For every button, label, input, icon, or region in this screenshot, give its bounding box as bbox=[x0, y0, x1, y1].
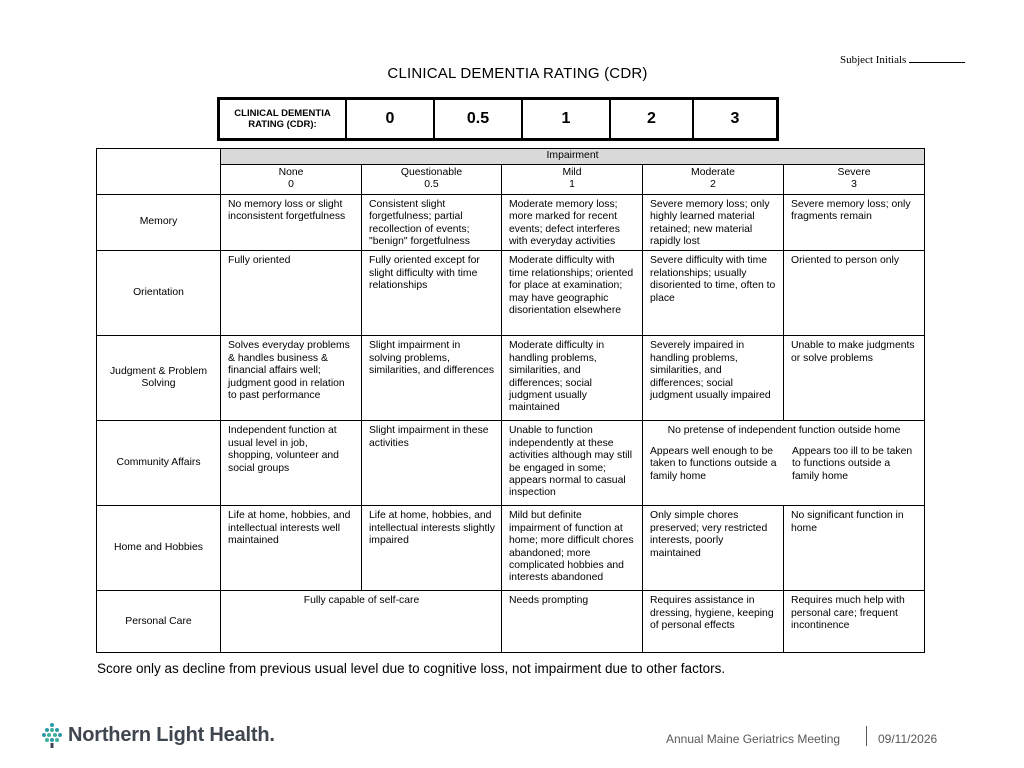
subject-initials-field bbox=[840, 52, 980, 66]
level-name: Questionable bbox=[400, 167, 463, 178]
footer-divider bbox=[866, 726, 867, 746]
table-cell: Slight impairment in solving problems, similarities, and differences bbox=[362, 336, 502, 421]
footer-date: 09/11/2026 bbox=[878, 732, 938, 746]
table-cell: Slight impairment in these activities bbox=[362, 421, 502, 506]
logo-text bbox=[68, 724, 275, 747]
table-cell: Fully oriented except for slight difficulty with time relationships bbox=[362, 251, 502, 336]
cdr-score-0-5: 0.5 bbox=[435, 100, 523, 138]
level-score: 0 bbox=[288, 179, 294, 191]
cdr-score-3: 3 bbox=[730, 110, 740, 127]
cdr-score-2: 2 bbox=[611, 100, 694, 138]
table-cell: Moderate memory loss; more marked for recent events; defect interferes with everyday activities bbox=[502, 194, 643, 251]
table-cell: Consistent slight forgetfulness; partial recollection of events; "benign" forgetfulness bbox=[362, 194, 502, 251]
table-cell: Requires much help with personal care; frequent incontinence bbox=[784, 591, 925, 653]
personal-care-span-cell: Fully capable of self-care bbox=[221, 591, 502, 653]
table-cell: Requires assistance in dressing, hygiene, keeping of personal effects bbox=[643, 591, 784, 653]
table-cell: Fully oriented bbox=[221, 251, 362, 336]
personal-care-row-label: Personal Care bbox=[97, 591, 221, 653]
table-cell: No memory loss or slight inconsistent forgetfulness bbox=[221, 194, 362, 251]
orientation-row-label: Orientation bbox=[97, 251, 221, 336]
northern-light-logo bbox=[40, 720, 275, 750]
memory-row-label: Memory bbox=[97, 194, 221, 251]
table-cell: Solves everyday problems & handles business & financial affairs well; judgment good in relation to past performance bbox=[221, 336, 362, 421]
table-cell: Severe memory loss; only highly learned material retained; new material rapidly lost bbox=[643, 194, 784, 251]
scoring-footnote: Score only as decline from previous usual level due to cognitive loss, not impairment due to other factors. bbox=[97, 661, 726, 676]
table-cell: Life at home, hobbies, and intellectual interests slightly impaired bbox=[362, 506, 502, 591]
level-mild bbox=[502, 165, 643, 195]
cdr-score-1: 1 bbox=[523, 100, 611, 138]
cdr-score-label: CLINICAL DEMENTIA RATING (CDR): bbox=[220, 100, 347, 138]
cdr-score-0: 0 bbox=[347, 100, 435, 138]
subject-initials-label: Subject Initials bbox=[840, 54, 907, 66]
level-name: Severe bbox=[837, 167, 871, 178]
community-row bbox=[97, 421, 925, 506]
no-pretense-header: No pretense of independent function outside home bbox=[667, 425, 901, 437]
level-score: 1 bbox=[569, 179, 575, 191]
document-title: CLINICAL DEMENTIA RATING (CDR) bbox=[387, 65, 648, 82]
level-none bbox=[221, 165, 362, 195]
community-row-label: Community Affairs bbox=[97, 421, 221, 506]
footer-meeting-name: Annual Maine Geriatrics Meeting bbox=[666, 732, 841, 746]
table-cell: Moderate difficulty with time relationships; oriented for place at examination; may have geographic disorientation elsewhere bbox=[502, 251, 643, 336]
home-row-label: Home and Hobbies bbox=[97, 506, 221, 591]
table-cell: No significant function in home bbox=[784, 506, 925, 591]
table-cell: Unable to function independently at these activities although may still be engaged in some; appears normal to casual inspection bbox=[502, 421, 643, 506]
community-severe-text: Appears too ill to be taken to functions outside a family home bbox=[792, 445, 913, 482]
table-cell: Only simple chores preserved; very restricted interests, poorly maintained bbox=[643, 506, 784, 591]
table-cell: Severely impaired in handling problems, similarities, and differences; social judgment usually impaired bbox=[643, 336, 784, 421]
level-header-row bbox=[97, 165, 925, 195]
table-cell: Severe difficulty with time relationships; usually disoriented to time, often to place bbox=[643, 251, 784, 336]
table-cell: Unable to make judgments or solve problems bbox=[784, 336, 925, 421]
cdr-score-box bbox=[217, 97, 779, 141]
table-cell: Oriented to person only bbox=[784, 251, 925, 336]
judgment-row bbox=[97, 336, 925, 421]
logo-wordmark: Northern Light Health bbox=[68, 723, 270, 746]
home-row bbox=[97, 506, 925, 591]
memory-row bbox=[97, 194, 925, 251]
logo-trademark-dot: . bbox=[269, 723, 275, 746]
level-score: 3 bbox=[851, 179, 857, 191]
level-name: None bbox=[278, 167, 304, 178]
community-subrow bbox=[650, 446, 918, 483]
table-cell: Moderate difficulty in handling problems, similarities, and differences; social judgment usually maintained bbox=[502, 336, 643, 421]
table-cell: Mild but definite impairment of function at home; more difficult chores abandoned; more complicated hobbies and interests abandoned bbox=[502, 506, 643, 591]
level-score: 0.5 bbox=[424, 179, 439, 191]
level-moderate bbox=[643, 165, 784, 195]
level-severe bbox=[784, 165, 925, 195]
community-moderate-text: Appears well enough to be taken to functions outside a family home bbox=[650, 445, 777, 482]
corner-cell bbox=[97, 149, 221, 195]
judgment-row-label: Judgment & Problem Solving bbox=[97, 336, 221, 421]
table-cell: Life at home, hobbies, and intellectual interests well maintained bbox=[221, 506, 362, 591]
table-cell: Severe memory loss; only fragments remain bbox=[784, 194, 925, 251]
pine-tree-icon bbox=[40, 722, 64, 748]
cdr-rating-table bbox=[96, 148, 925, 653]
orientation-row bbox=[97, 251, 925, 336]
level-name: Mild bbox=[562, 167, 582, 178]
impairment-header-row bbox=[97, 149, 925, 165]
subject-initials-line bbox=[909, 52, 965, 63]
level-name: Moderate bbox=[691, 167, 735, 178]
impairment-header: Impairment bbox=[221, 149, 925, 165]
level-score: 2 bbox=[710, 179, 716, 191]
table-cell: Needs prompting bbox=[502, 591, 643, 653]
personal-care-row bbox=[97, 591, 925, 653]
table-cell: Independent function at usual level in job, shopping, volunteer and social groups bbox=[221, 421, 362, 506]
community-moderate-severe-cell bbox=[643, 421, 925, 506]
level-questionable bbox=[362, 165, 502, 195]
